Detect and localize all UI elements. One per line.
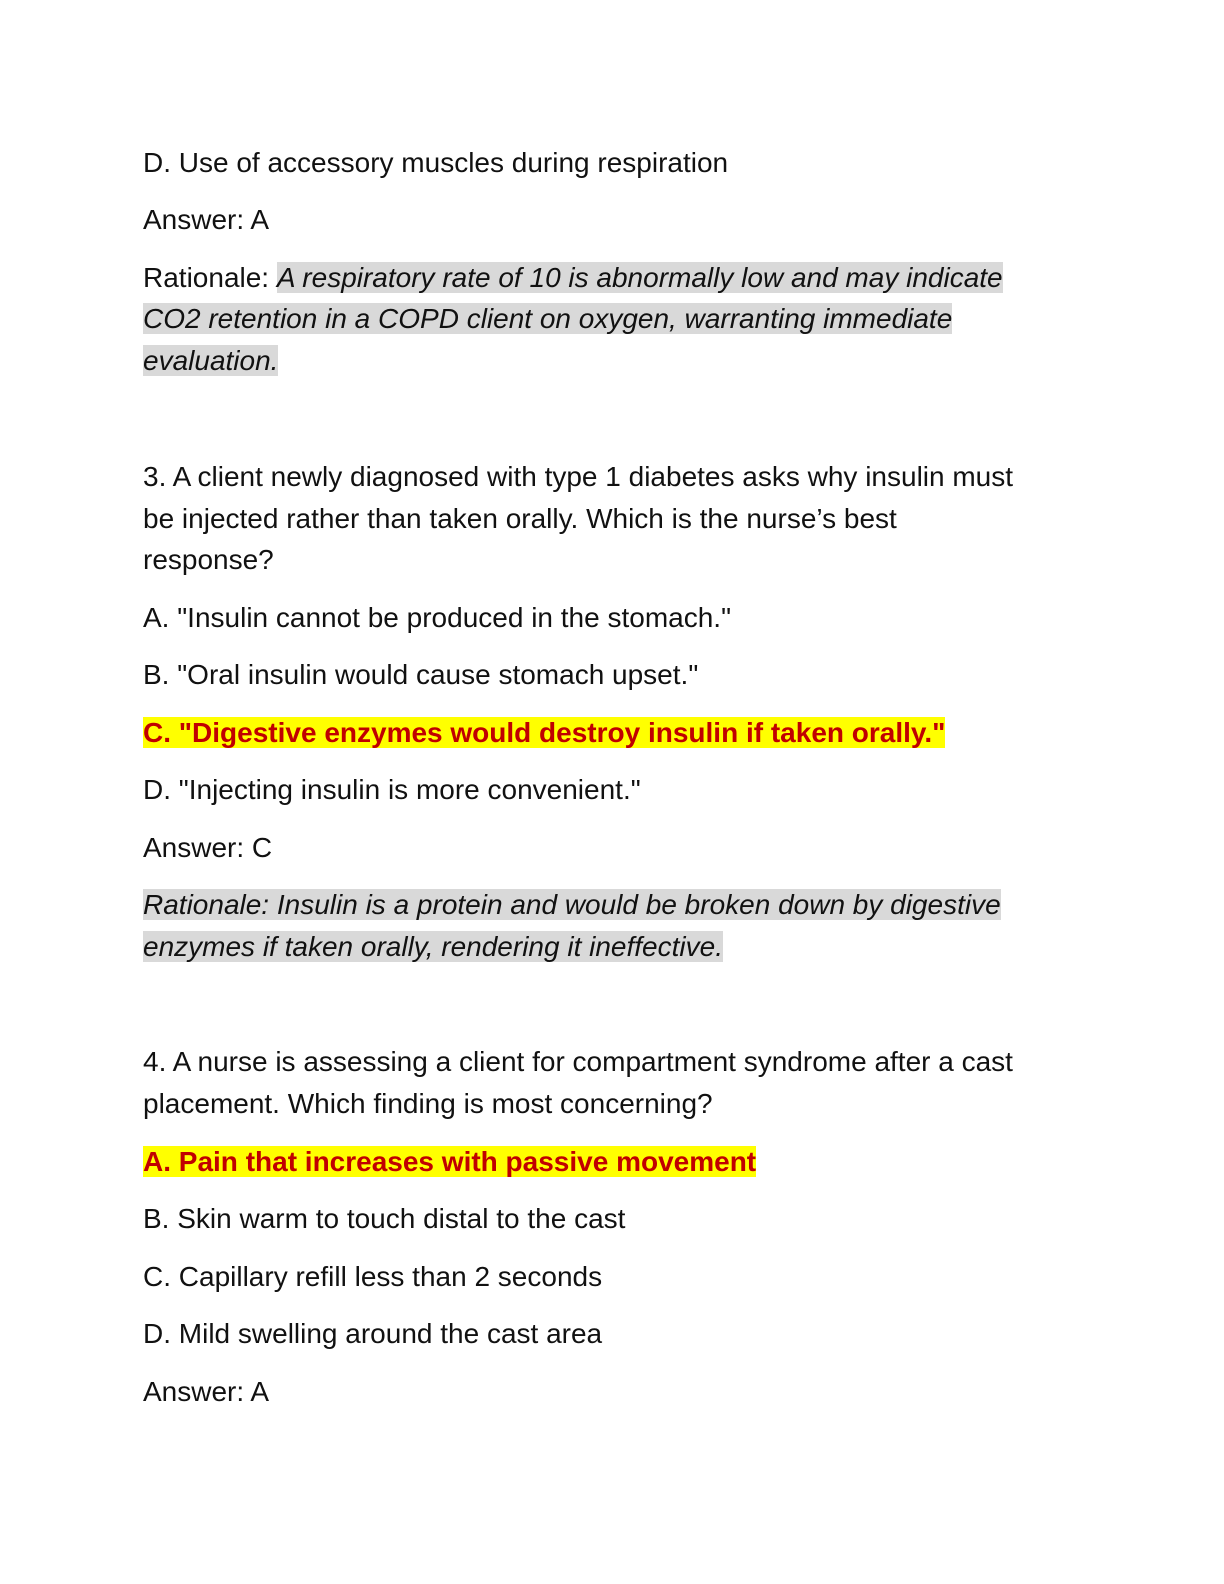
q3-option-a: A. "Insulin cannot be produced in the stomach." [143,602,732,633]
q2-rationale-text-1: A respiratory rate of 10 is abnormally low and may indicate [276,262,1003,293]
q3-rationale-line-2: enzymes if taken orally, rendering it ineffective. [143,931,723,962]
q4-option-a-correct: A. Pain that increases with passive movement [143,1146,757,1177]
q4-question-line-1: 4. A nurse is assessing a client for compartment syndrome after a cast [143,1046,1013,1077]
q3-option-b: B. "Oral insulin would cause stomach upset." [143,659,699,690]
q3-option-c-correct: C. "Digestive enzymes would destroy insulin if taken orally." [143,717,946,748]
q4-answer: Answer: A [143,1376,270,1407]
q4-option-c: C. Capillary refill less than 2 seconds [143,1261,603,1292]
q3-answer: Answer: C [143,832,273,863]
q2-rationale-label: Rationale: [143,262,277,293]
q4-option-b: B. Skin warm to touch distal to the cast [143,1203,626,1234]
q2-rationale-line-3: evaluation. [143,345,279,376]
q2-answer: Answer: A [143,204,270,235]
q4-option-d: D. Mild swelling around the cast area [143,1318,603,1349]
q3-question-line-2: be injected rather than taken orally. Which is the nurse’s best [143,503,897,534]
q3-option-d: D. "Injecting insulin is more convenient." [143,774,641,805]
q2-rationale-line-2: CO2 retention in a COPD client on oxygen, warranting immediate [143,303,953,334]
q2-rationale-line-1 [143,257,1003,298]
q2-option-d: D. Use of accessory muscles during respiration [143,147,729,178]
q4-question-line-2: placement. Which finding is most concerning? [143,1088,713,1119]
q3-question-line-1: 3. A client newly diagnosed with type 1 diabetes asks why insulin must [143,461,1014,492]
q3-rationale-line-1: Rationale: Insulin is a protein and would be broken down by digestive [143,889,1001,920]
q3-question-line-3: response? [143,544,274,575]
